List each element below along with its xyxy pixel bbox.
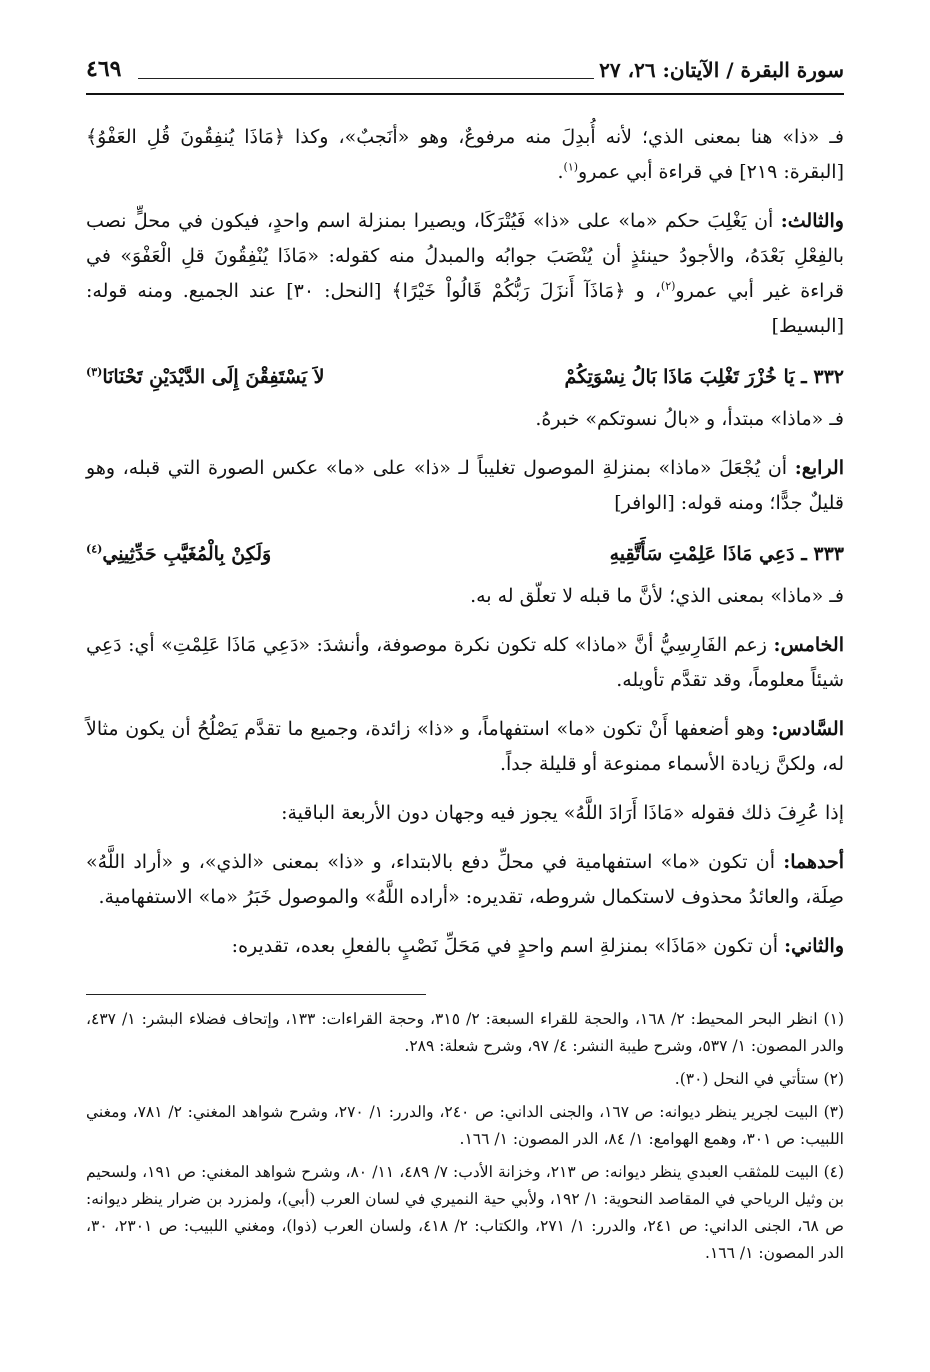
verse-second-hemistich xyxy=(86,535,271,573)
paragraph xyxy=(86,929,844,964)
paragraph-text: وهو أضعفها أَنْ تكون «ما» استفهاماً، و «ذا» زائدة، وجميع ما تقدَّم يَصْلُحُ أن يكون مثالاً له، ولكنَّ زيادة الأسماء ممنوعة أو قليلة جداً. xyxy=(86,718,844,775)
paragraph xyxy=(86,796,844,831)
paragraph-text: أن تكون «مَاذَا» بمنزلةِ اسم واحدٍ في مَحَلِّ نَصْبٍ بالفعلِ بعده، تقديره: xyxy=(231,935,779,957)
paragraph-text: أن تكون «ما» استفهامية في محلِّ دفع بالابتداء، و «ذا» بمعنى «الذي»، و «أراد اللَّهُ» صِلَة، والعائدُ محذوف لاستكمال شروطه، تقديره: «أراده اللَّهُ» والموصول خَبَرُ «ما» الاستفهامية. xyxy=(86,851,844,908)
footnote-ref[interactable]: (١) xyxy=(563,160,579,174)
paragraph xyxy=(86,845,844,915)
poetry-verse xyxy=(86,535,844,573)
paragraph-text: أن يُجْعَلَ «ماذا» بمنزلةِ الموصول تغليباً لـ «ذا» على «ما» عكس الصورة التي قبله، وهو قليلٌ جدًّا؛ ومنه قوله: [الوافر] xyxy=(86,457,844,514)
verse-second-text: لاَ يَسْتَفِقْنَ إِلَى الدَّيْدَيْنِ تَحْنَانَا xyxy=(102,366,325,388)
paragraph-text: فـ «ماذا» بمعنى الذي؛ لأنَّ ما قبله لا تعلّق له به. xyxy=(470,585,844,607)
paragraph-lead: والثاني: xyxy=(784,935,844,957)
verse-second-text: وَلَكِنْ بِالْمُغَيَّبِ حَدِّثِينِي xyxy=(102,543,272,565)
paragraph-lead: السَّادس: xyxy=(771,718,844,740)
paragraph xyxy=(86,402,844,437)
paragraph xyxy=(86,204,844,344)
header-rule xyxy=(86,93,844,95)
footnote: (٤) البيت للمثقب العبدي ينظر ديوانه: ص ٢١٣، وخزانة الأدب: ٧/ ٤٨٩، ١١/ ٨٠، وشرح شواهد المغني: ص ١٩١، ولسحيم بن وثيل الرياحي في المقاصد النحوية: ١/ ١٩٢، ولأبي حية النميري في لسان العرب (أبي)، ولمزرد بن ضرار ينظر ديوانه: ص ٦٨، الجنى الداني: ص ٢٤١، والدرر: ١/ ٢٧١، والكتاب: ٢/ ٤١٨، ولسان العرب (ذوا)، ومغني اللبيب: ص ٢٣٠١، ٣٠، الدر المصون: ١/ ١٦٦. xyxy=(86,1163,845,1262)
verse-first-hemistich: ٣٣٣ ـ دَعِي مَاذَا عَلِمْتِ سَأَتَّقِيهِ xyxy=(609,543,844,565)
paragraph-lead: والثالث: xyxy=(780,210,844,232)
paragraph-text: إذا عُرِفَ ذلك فقوله «مَاذَا أَرَادَ اللَّهُ» يجوز فيه وجهان دون الأربعة الباقية: xyxy=(281,802,844,824)
header-dotted-line xyxy=(138,78,594,79)
paragraph-lead: الخامس: xyxy=(773,634,844,656)
footnote-ref[interactable]: (٣) xyxy=(86,365,103,379)
paragraph-text: فـ «ذا» هنا بمعنى الذي؛ لأنه أُبدِلَ منه مرفوعٌ، وهو «أنَجبٌ»، وكذا ﴿مَاذَا يُنفِقُونَ قُلِ العَفْوُ﴾ [البقرة: ٢١٩] في قراءة أبي عمرو xyxy=(86,126,844,183)
paragraph-lead: أحدهما: xyxy=(783,851,844,873)
footnotes xyxy=(86,1006,844,1273)
paragraph xyxy=(86,712,844,782)
footnote: (١) انظر البحر المحيط: ٢/ ١٦٨، والحجة للقراء السبعة: ٢/ ٣١٥، وحجة القراءات: ١٣٣، وإتحاف فضلاء البشر: ١/ ٤٣٧، والدر المصون: ١/ ٥٣٧، وشرح طيبة النشر: ٤/ ٩٧، وشرح شعلة: ٢٨٩. xyxy=(86,1010,845,1055)
running-header xyxy=(86,56,844,92)
poetry-verse xyxy=(86,358,844,396)
paragraph xyxy=(86,628,844,698)
paragraph-text: زعم الفَارِسِيُّ أنَّ «ماذا» كله تكون نكرة موصوفة، وأنشدَ: «دَعِي مَاذَا عَلِمْتِ» أي: دَعِي شيئاً معلوماً، وقد تقدَّم تأويله. xyxy=(86,634,844,691)
footnote-ref[interactable]: (٢) xyxy=(660,279,676,293)
paragraph-tail: . xyxy=(557,161,564,183)
paragraph-lead: الرابع: xyxy=(794,457,844,479)
paragraph-text: فـ «ماذا» مبتدأ، و «بالُ نسوتكم» خبرهُ. xyxy=(535,408,844,430)
paragraph xyxy=(86,451,844,521)
verse-second-hemistich xyxy=(86,358,324,396)
footnote-ref[interactable]: (٤) xyxy=(86,542,103,556)
paragraph xyxy=(86,120,844,190)
header-title: سورة البقرة / الآيتان: ٢٦، ٢٧ xyxy=(599,58,844,82)
verse-first-hemistich: ٣٣٢ ـ يَا خُزْرَ تَغْلِبَ مَاذَا بَالُ نِسْوَتِكُمْ xyxy=(564,366,844,388)
main-text xyxy=(86,120,844,978)
footnote-separator xyxy=(86,994,426,995)
footnote: (٢) ستأتي في النحل (٣٠). xyxy=(674,1070,844,1088)
paragraph-tail: ، و ﴿مَاذَآ أَنزَلَ رَبُّكُمْ قَالُواْ خَيْرًا﴾ [النحل: ٣٠] عند الجميع. ومنه قوله: [البسيط] xyxy=(86,280,844,337)
footnote: (٣) البيت لجرير ينظر ديوانه: ص ١٦٧، والجنى الداني: ص ٢٤٠، والدرر: ١/ ٢٧٠، وشرح شواهد المغني: ٢/ ٧٨١، ومغني اللبيب: ص ٣٠١، وهمع الهوامع: ١/ ٨٤، الدر المصون: ١/ ١٦٦. xyxy=(86,1103,845,1148)
page-number: ٤٦٩ xyxy=(86,56,122,82)
paragraph xyxy=(86,579,844,614)
paragraph-text: أن يَغْلِبَ حكم «ما» على «ذا» فَيُتْرَكَا، ويصيرا بمنزلة اسم واحدٍ، فيكون في محلٍّ نصب بالفِعْلِ بَعْدَهُ، والأجودُ حينئذٍ أن يُنْصَبَ جوابُه والمبدلُ منه كقوله: «مَاذَا يُنْفِقُونَ قلِ الْعَفْوَ» في قراءة غير أبي عمرو xyxy=(86,210,844,302)
